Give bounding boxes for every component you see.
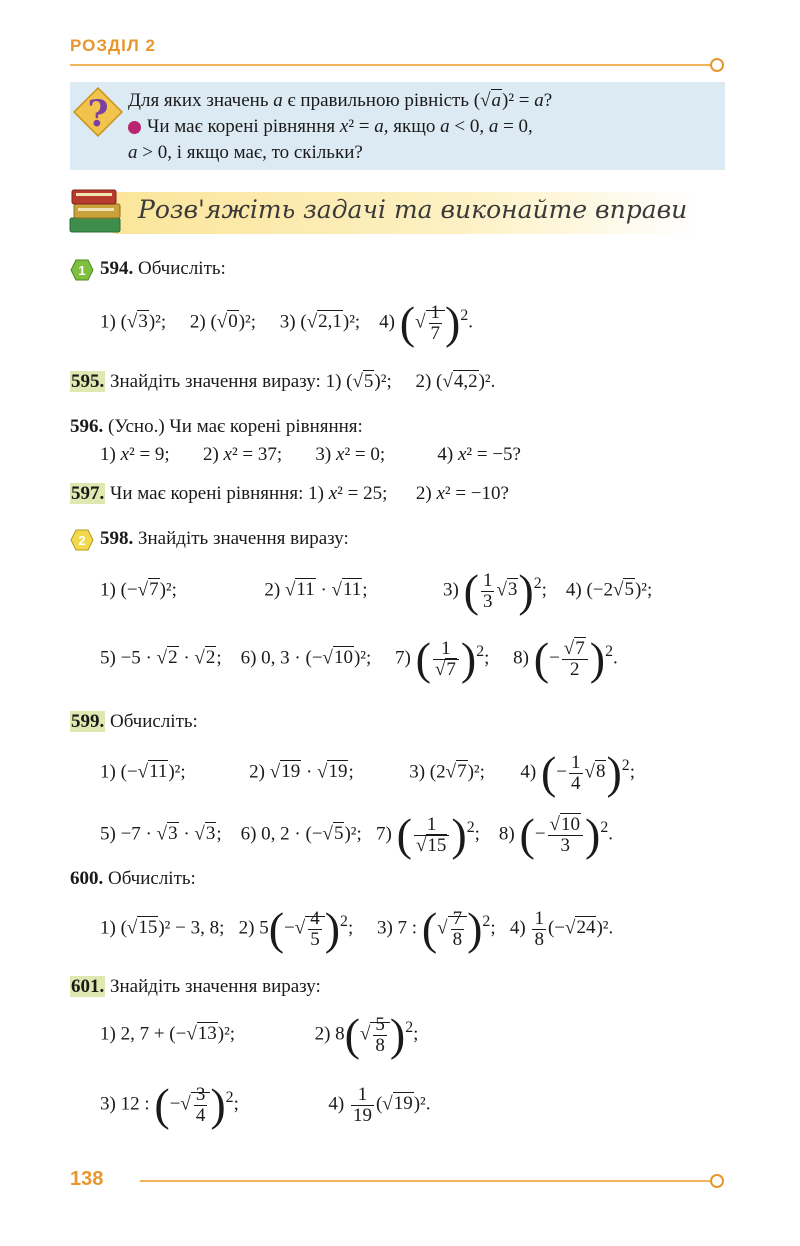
problem-597: 597. Чи має корені рівняння: 1) x² = 25; 2) x² = −10? [71,483,509,504]
question-mark-icon [72,86,124,142]
problem-596 [70,416,363,438]
problem-number: 595. [71,371,105,392]
problem-text: Чи має корені рівняння: [110,483,304,504]
problem-598-row2: 5) −5 · √2 · √2; 6) 0, 3 · (−√10)²; 7) ( $\frac{1}{√7}$ )$^2$; 8) (− $\frac{√7}{2}$ )$^2$. [100,633,618,684]
problem-text: Знайдіть значення виразу: [110,976,321,997]
bullet-icon [128,121,141,134]
problem-601-row2: 3) 12 : (−√ $\frac{3}{4}$ )$^2$; 4) $\frac{1}{19}$ (√19)². [100,1079,431,1130]
header-rule-end-dot [710,58,724,72]
footer-rule-end-dot [710,1174,724,1188]
problem-599-row1: 1) (−√11)²; 2) √19 · √19; 3) (2√7)²; 4) (− $\frac{1}{4}$ √8)$^2$; [100,747,635,798]
problem-number: 598. [100,528,134,549]
level-one-icon [70,259,94,281]
problem-598-row1: 1) (−√7)²; 2) √11 · √11; 3) ( $\frac{1}{3}$ √3)$^2$; 4) (−2√5)²; [100,565,653,616]
books-icon [68,184,124,236]
problem-595: 595. Знайдіть значення виразу: 1) (√5)²; 2) (√4,2)². [71,371,496,392]
problem-text: Обчисліть: [138,258,226,279]
svg-text:1: 1 [78,262,86,278]
problem-596-items: 1) x² = 9; 2) x² = 37; 3) x² = 0; 4) x² = −5? [100,444,521,465]
problem-text: Обчисліть: [108,868,196,889]
problem-599 [70,711,198,733]
problem-600-items: 1) (√15)² − 3, 8; 2) 5(−√ $\frac{4}{5}$ )$^2$; 3) 7 : (√ $\frac{7}{8}$ )$^2$; 4) $\frac{1}{8}$ (−√24)². [100,903,614,954]
problem-text: Обчисліть: [110,711,198,732]
question-text: Для яких значень a є правильною рівність (√a)² = a? Чи має корені рівняння x² = a, якщо a < 0, a = 0, a > 0, і якщо має, то скільки? [128,90,553,163]
problem-number: 599. [71,711,105,732]
problem-number: 601. [71,976,105,997]
problem-number: 594. [100,258,134,279]
section-label: РОЗДІЛ 2 [70,36,156,55]
problem-601 [70,976,321,998]
problem-601-row1: 1) 2, 7 + (−√13)²; 2) 8(√ $\frac{5}{8}$ )$^2$; [100,1009,419,1060]
problem-594 [70,258,226,281]
problem-599-row2: 5) −7 · √3 · √3; 6) 0, 2 · (−√5)²; 7) ( $\frac{1}{√15}$ )$^2$; 8) (− $\frac{√10}{3}$ )$^2$. [100,809,613,860]
problem-594-items: 1) (√3)²; 2) (√0)²; 3) (√2,1)²; 4) (√ $\frac{1}{7}$ )$^2$. [100,297,474,348]
problem-text: Знайдіть значення виразу: [110,371,321,392]
problem-number: 600. [70,868,104,889]
page-number: 138 [70,1168,104,1190]
svg-text:2: 2 [78,532,86,548]
problem-text: Знайдіть значення виразу: [138,528,349,549]
footer-rule [140,1180,712,1182]
banner-title: Розв'яжіть задачі та виконайте вправи [138,195,688,224]
problem-number: 596. [70,416,104,437]
problem-598 [70,528,349,551]
problem-text: (Усно.) Чи має корені рівняння: [108,416,363,437]
problem-number: 597. [71,483,105,504]
problem-600 [70,868,196,890]
svg-text:?: ? [87,93,109,135]
header-rule [70,64,712,66]
level-two-icon [70,529,94,551]
